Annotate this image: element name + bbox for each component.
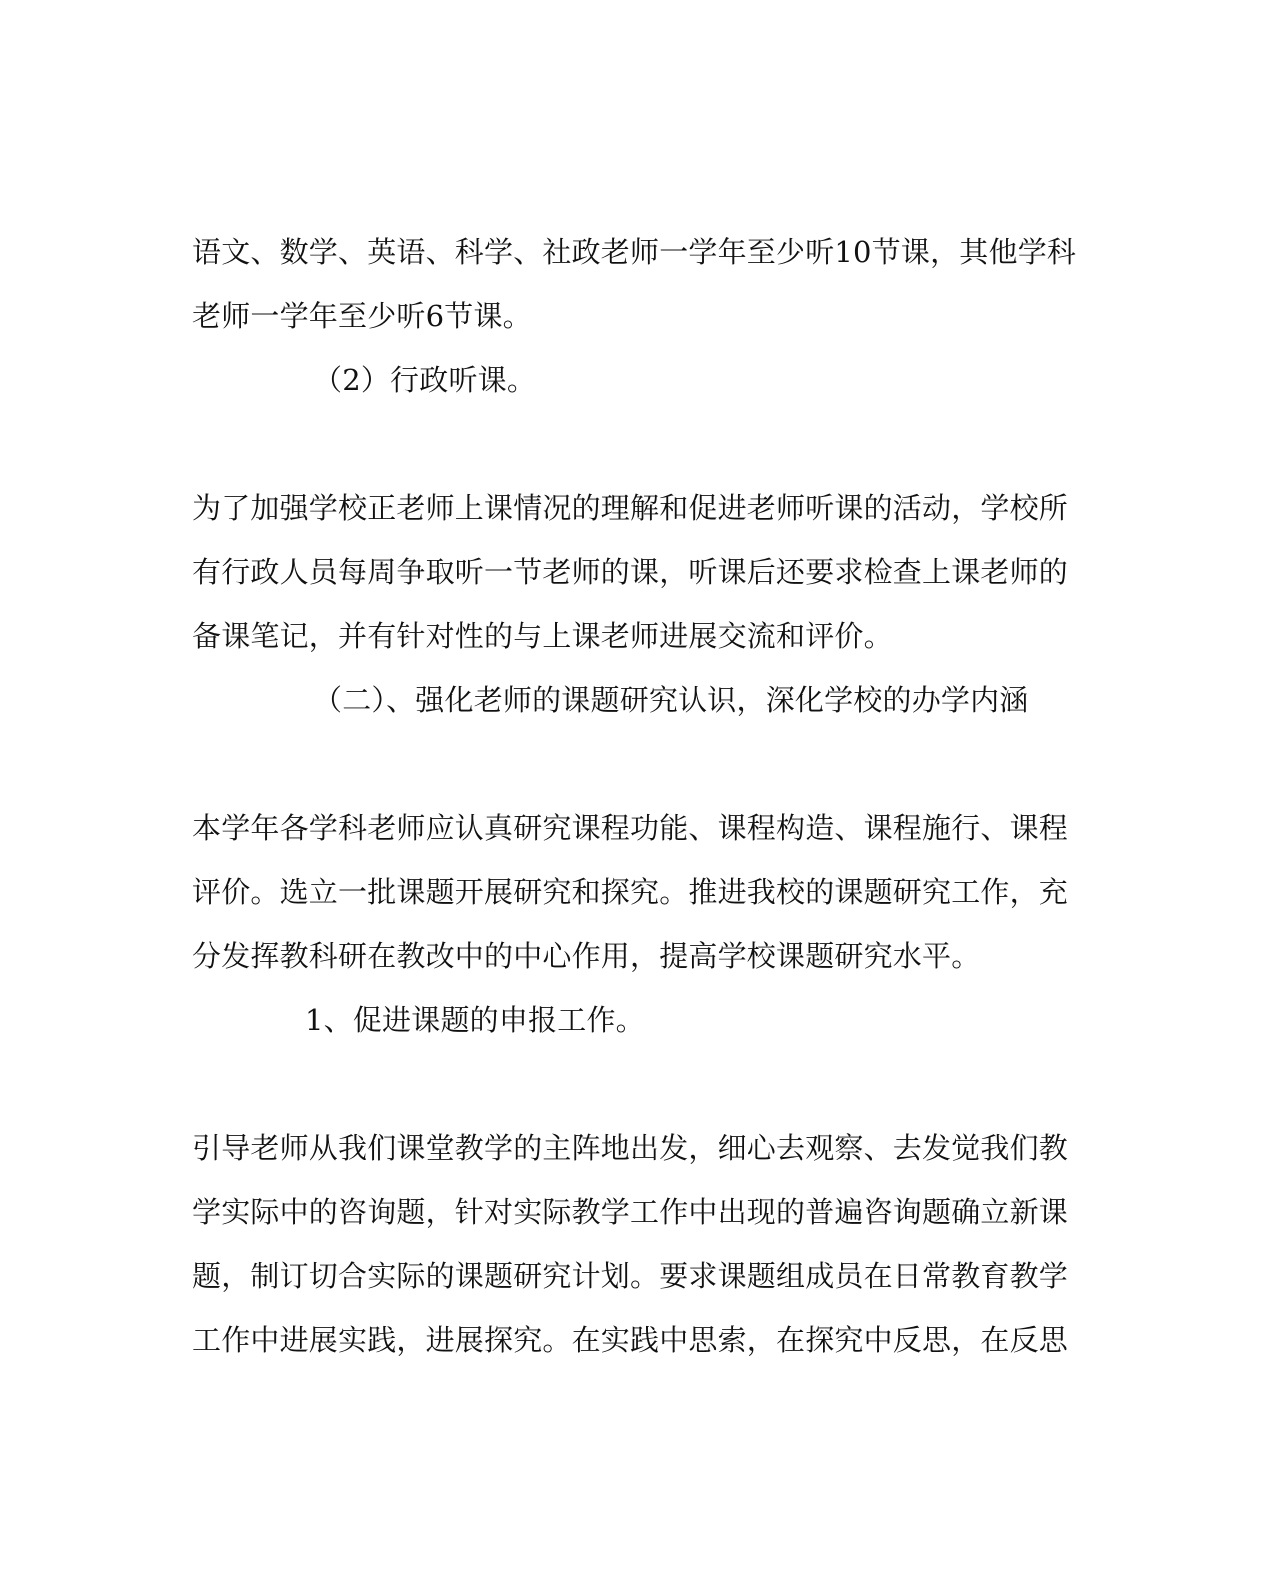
subheading: （2）行政听课。 — [313, 363, 537, 397]
section-heading: （二）、强化老师的课题研究认识，深化学校的办学内涵 — [313, 683, 1029, 717]
paragraph-line: 语文、数学、英语、科学、社政老师一学年至少听10节课，其他学科 — [192, 235, 1077, 269]
paragraph-line: 分发挥教科研在教改中的中心作用，提高学校课题研究水平。 — [192, 939, 981, 973]
paragraph-line: 题，制订切合实际的课题研究计划。要求课题组成员在日常教育教学 — [192, 1259, 1069, 1293]
paragraph-line: 工作中进展实践，进展探究。在实践中思索，在探究中反思，在反思 — [192, 1323, 1069, 1357]
paragraph-line: 本学年各学科老师应认真研究课程功能、课程构造、课程施行、课程 — [192, 811, 1069, 845]
paragraph-line: 学实际中的咨询题，针对实际教学工作中出现的普遍咨询题确立新课 — [192, 1195, 1069, 1229]
paragraph-line: 老师一学年至少听6节课。 — [192, 299, 532, 333]
paragraph-line: 评价。选立一批课题开展研究和探究。推进我校的课题研究工作，充 — [192, 875, 1069, 909]
paragraph-line: 为了加强学校正老师上课情况的理解和促进老师听课的活动，学校所 — [192, 491, 1069, 525]
subheading: 1、促进课题的申报工作。 — [305, 1003, 645, 1037]
paragraph-line: 引导老师从我们课堂教学的主阵地出发，细心去观察、去发觉我们教 — [192, 1131, 1069, 1165]
paragraph-line: 有行政人员每周争取听一节老师的课，听课后还要求检查上课老师的 — [192, 555, 1069, 589]
paragraph-line: 备课笔记，并有针对性的与上课老师进展交流和评价。 — [192, 619, 893, 653]
